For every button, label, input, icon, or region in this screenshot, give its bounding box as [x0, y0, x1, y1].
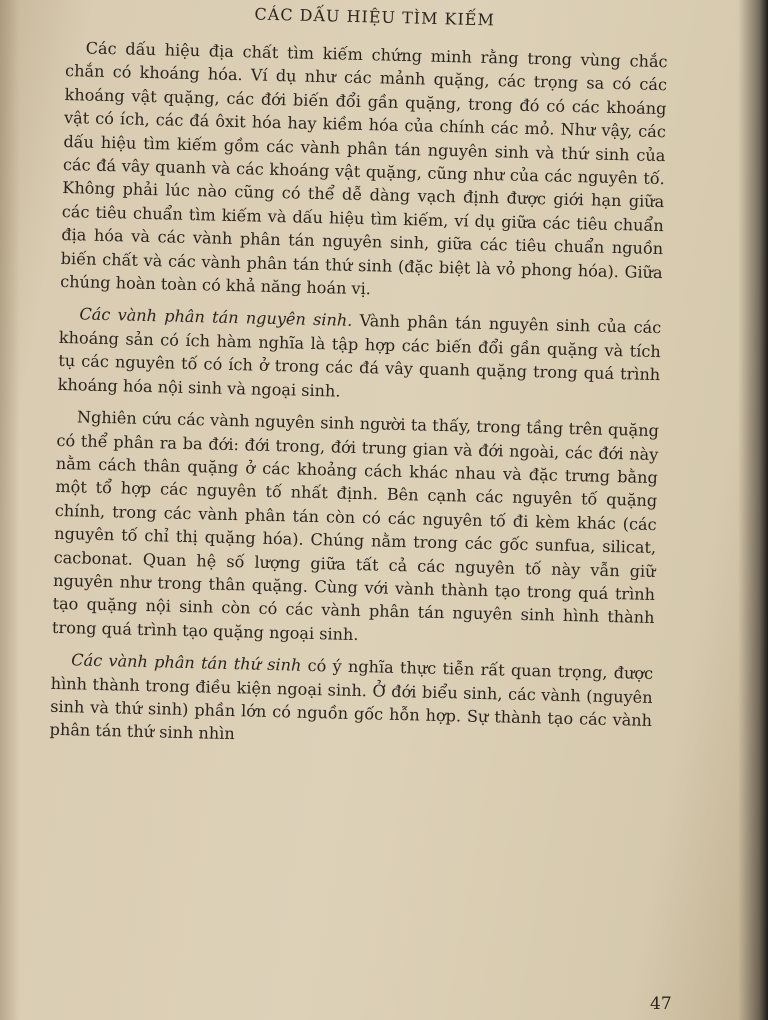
paragraph-4-lead: Các vành phân tán thứ sinh [71, 650, 302, 675]
running-header: CÁC DẤU HIỆU TÌM KIẾM [254, 4, 496, 30]
paragraph-4-text: có ý nghĩa thực tiễn rất quan trọng, được hình thành trong điều kiện ngoại sinh. Ở đới biểu sinh, các vành (nguyên sinh và thứ sinh) phần lớn có nguồn gốc hỗn hợp. Sự thành tạo các vành phân tán thứ sinh nhìn [49, 655, 654, 744]
book-spine-shadow [738, 0, 768, 1020]
body-text [49, 36, 668, 765]
page-number: 47 [650, 994, 672, 1014]
paragraph-1-text: Các dấu hiệu địa chất tìm kiếm chứng minh rằng trong vùng chắc chắn có khoáng hóa. Ví dụ như các mảnh quặng, các trọng sa có các khoáng vật quặng, các đới biến đổi gần quặng, trong đó có các khoáng vật có ích, các đá ôxit hóa hay kiềm hóa của chính các mỏ. Như vậy, các dấu hiệu tìm kiếm gồm các vành phân tán nguyên sinh và thứ sinh của các đá vây quanh và các khoáng vật quặng, cũng như của các nguyên tố. Không phải lúc nào cũng có thể dễ dàng vạch định được giới hạn giữa các tiêu chuẩn tìm kiếm và dấu hiệu tìm kiếm, ví dụ giữa các tiêu chuẩn địa hóa và các vành phân tán nguyên sinh, giữa các tiêu chuẩn nguồn biến chất và các vành phân tán thứ sinh (đặc biệt là vỏ phong hóa). Giữa chúng hoàn toàn có khả năng hoán vị. [59, 38, 668, 299]
paragraph-3-text: Nghiên cứu các vành nguyên sinh người ta thấy, trong tầng trên quặng có thể phân ra ba đới: đới trong, đới trung gian và đới ngoài, các đới này nằm cách thân quặng ở các khoảng cách khác nhau và đặc trưng bằng một tổ hợp các nguyên tố nhất định. Bên cạnh các nguyên tố quặng chính, trong các vành phân tán còn có các nguyên tố đi kèm khác (các nguyên tố chỉ thị quặng hóa). Chúng nằm trong các gốc sunfua, silicat, cacbonat. Quan hệ số lượng giữa tất cả các nguyên tố này vẫn giữ nguyên như trong thân quặng. Cùng với vành thành tạo trong quá trình tạo quặng nội sinh còn có các vành phân tán nguyên sinh hình thành trong quá trình tạo quặng ngoại sinh. [51, 407, 660, 644]
paragraph-3 [52, 405, 659, 653]
paragraph-4 [49, 648, 653, 756]
page-left-margin [0, 0, 20, 1020]
paragraph-1 [60, 36, 668, 308]
paragraph-2-text: Vành phân tán nguyên sinh của các khoáng sản có ích hàm nghĩa là tập hợp các biến đổi gần quặng và tích tụ các nguyên tố có ích ở trong các đá vây quanh quặng trong quá trình khoáng hóa nội sinh và ngoại sinh. [57, 311, 662, 401]
paragraph-2-lead: Các vành phân tán nguyên sinh. [79, 304, 353, 331]
paragraph-2 [58, 302, 662, 410]
